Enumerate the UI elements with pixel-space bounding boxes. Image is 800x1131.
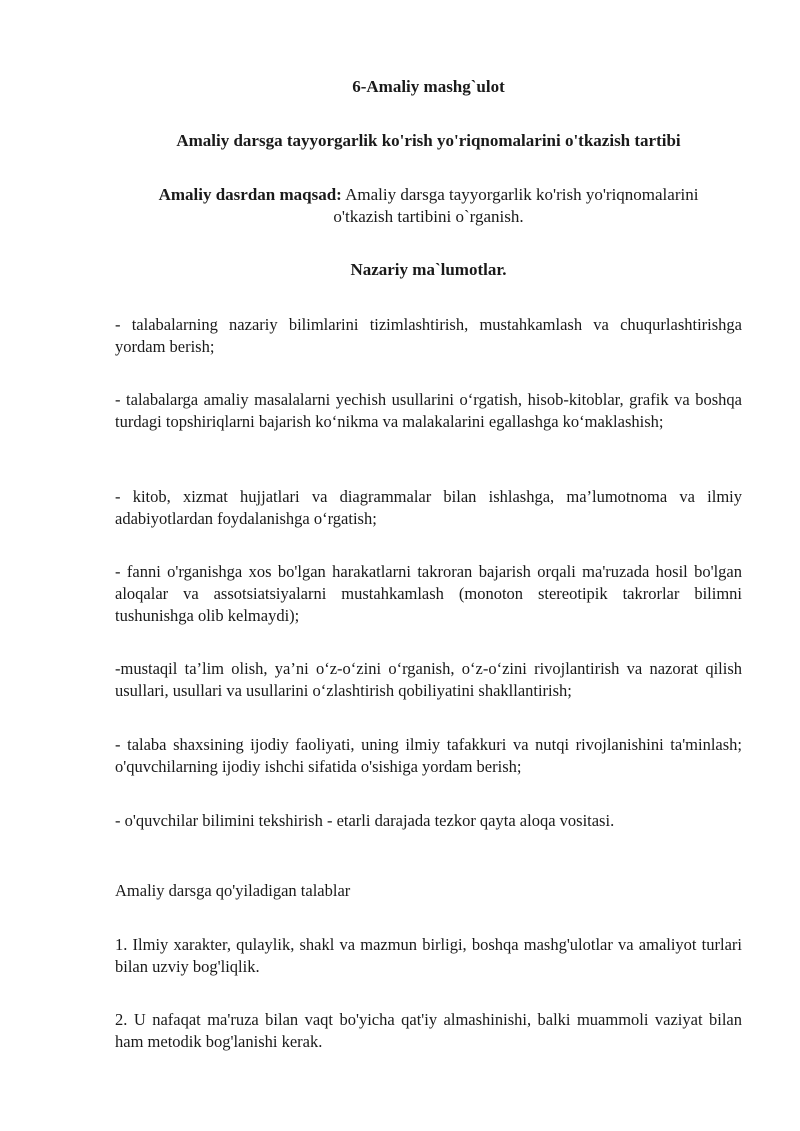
- requirement-item: 2. U nafaqat ma'ruza bilan vaqt bo'yicha qat'iy almashinishi, balki muammoli vaziyat bilan ham metodik bog'lanishi kerak.: [115, 1010, 742, 1051]
- goal-label: Amaliy dasrdan maqsad:: [158, 185, 342, 204]
- theory-item: - fanni o'rganishga xos bo'lgan harakatlarni takroran bajarish orqali ma'ruzada hosil bo'lgan aloqalar va assotsiatsiyalarni mustahkamlash (monoton stereotipik takrorlar bilimni tushunishga olib kelmaydi);: [115, 562, 742, 625]
- requirement-item: 1. Ilmiy xarakter, qulaylik, shakl va mazmun birligi, boshqa mashg'ulotlar va amaliyot turlari bilan uzviy bog'liqlik.: [115, 935, 742, 976]
- goal-text-line1: Amaliy darsga tayyorgarlik ko'rish yo'riqnomalarini: [345, 185, 699, 204]
- goal-paragraph: [115, 184, 742, 228]
- theory-item: - o'quvchilar bilimini tekshirish - etarli darajada tezkor qayta aloqa vositasi.: [115, 811, 615, 830]
- goal-text-line2: o'tkazish tartibini o`rganish.: [333, 207, 524, 226]
- theory-item: - talaba shaxsining ijodiy faoliyati, uning ilmiy tafakkuri va nutqi rivojlanishini ta'minlash; o'quvchilarning ijodiy ishchi sifatida o'sishiga yordam berish;: [115, 735, 742, 776]
- document-title: 6-Amaliy mashg`ulot: [352, 77, 505, 96]
- requirements-heading: Amaliy darsga qo'yiladigan talablar: [115, 881, 351, 900]
- theory-heading: Nazariy ma`lumotlar.: [350, 260, 507, 279]
- theory-item: - kitob, xizmat hujjatlari va diagrammalar bilan ishlashga, ma’lumotnoma va ilmiy adabiyotlardan foydalanishga o‘rgatish;: [115, 487, 742, 528]
- theory-item: -mustaqil ta’lim olish, ya’ni o‘z-o‘zini o‘rganish, o‘z-o‘zini rivojlantirish va nazorat qilish usullari, usullari va usullarini o‘zlashtirish qobiliyatini shakllantirish;: [115, 659, 742, 700]
- theory-item: - talabalarning nazariy bilimlarini tizimlashtirish, mustahkamlash va chuqurlashtirishga yordam berish;: [115, 315, 742, 356]
- theory-item: - talabalarga amaliy masalalarni yechish usullarini o‘rgatish, hisob-kitoblar, grafik va boshqa turdagi topshiriqlarni bajarish ko‘nikma va malakalarini egallashga ko‘maklashish;: [115, 390, 742, 431]
- document-subtitle: Amaliy darsga tayyorgarlik ko'rish yo'riqnomalarini o'tkazish tartibi: [176, 131, 681, 150]
